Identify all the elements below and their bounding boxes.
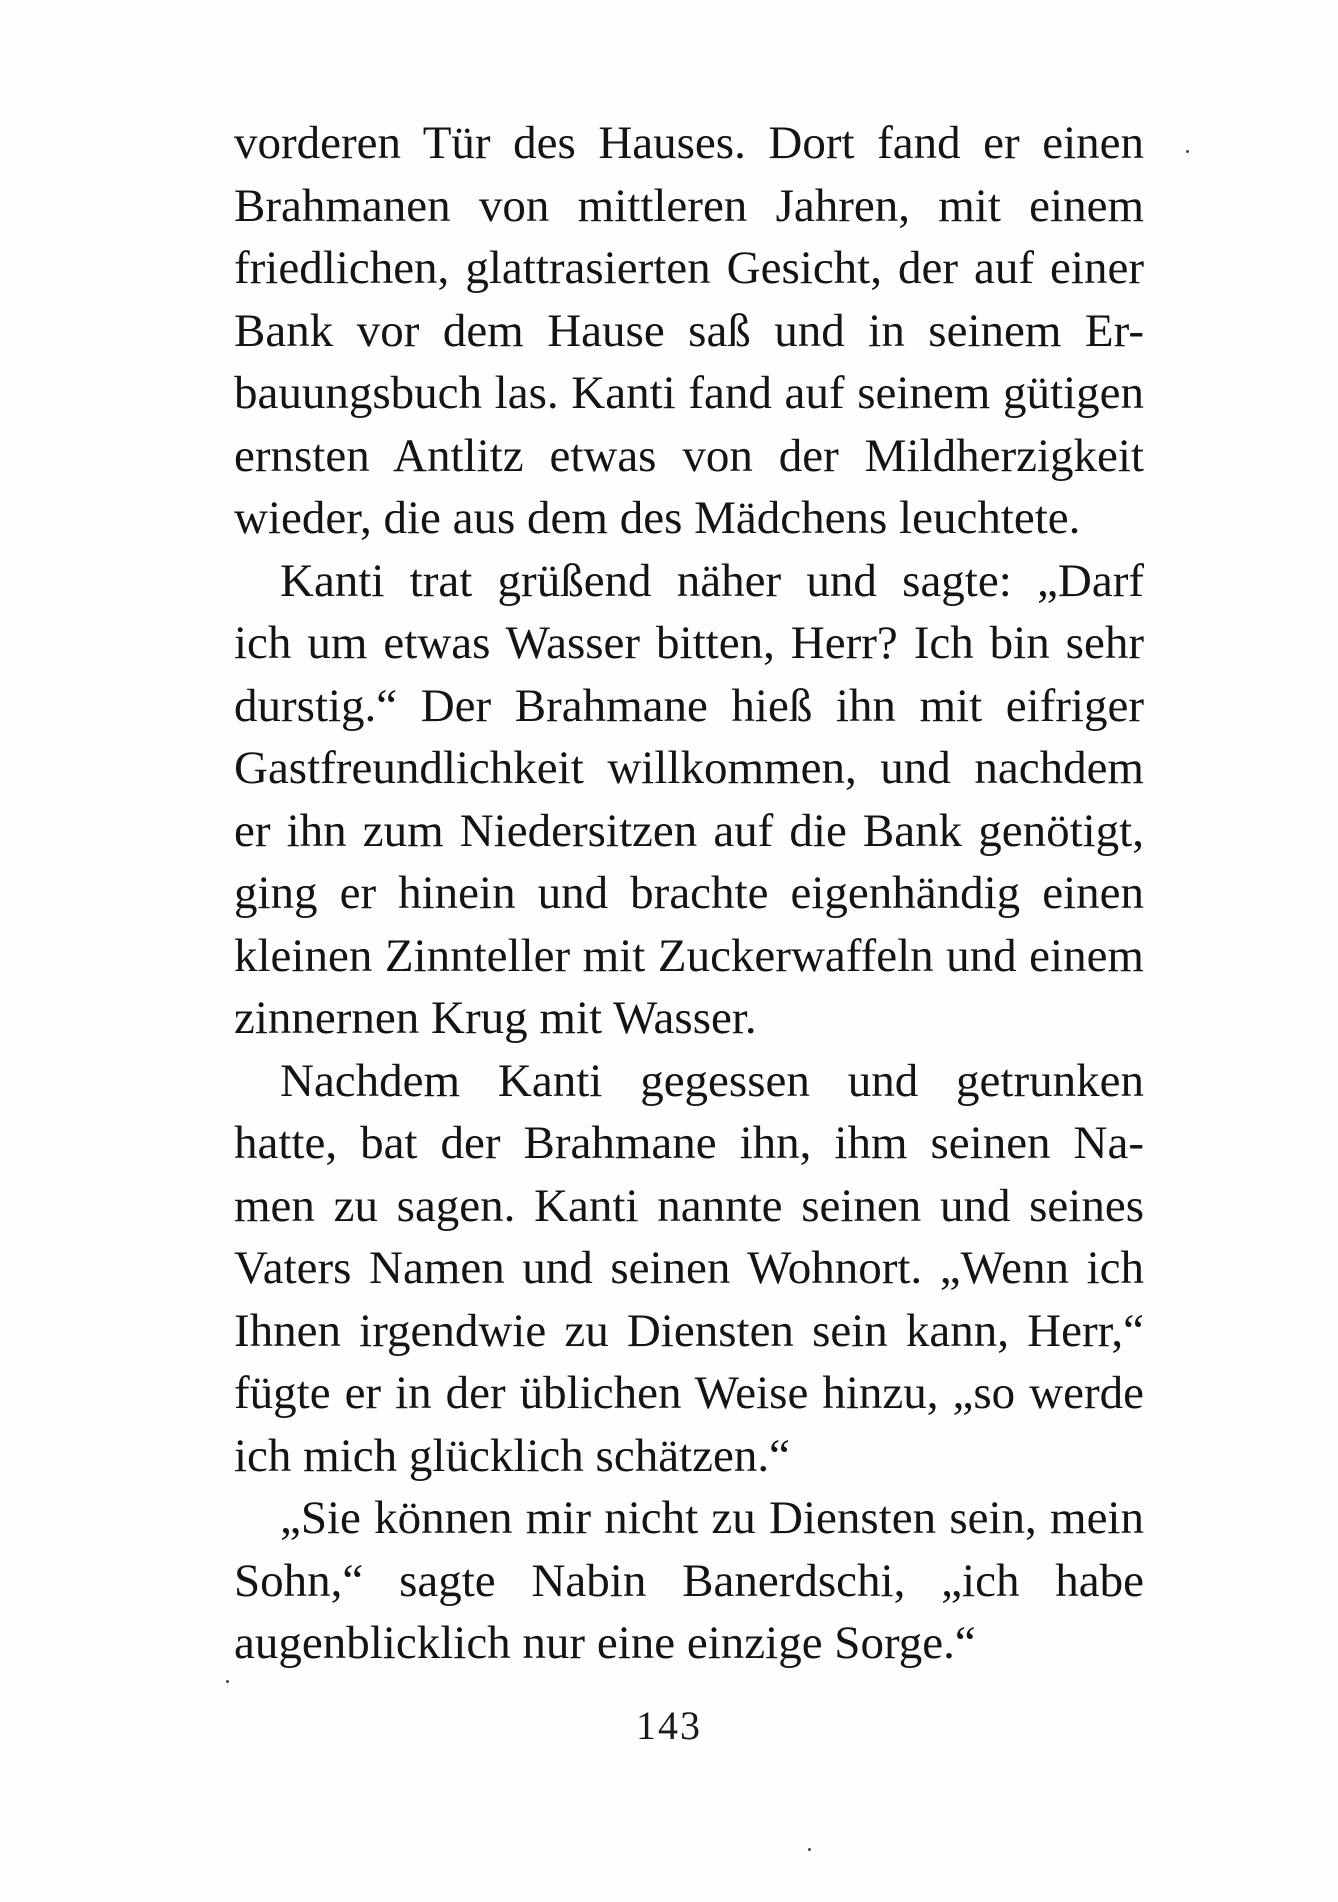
text-line: wieder, die aus dem des Mädchens leuchtete.: [234, 492, 1081, 544]
page-number: 143: [636, 1703, 702, 1748]
scan-speck: [1186, 150, 1189, 153]
text-line: fügte er in der üblichen Weise hinzu, „so werde: [234, 1367, 1144, 1419]
text-line: vorderen Tür des Hauses. Dort fand er einen: [234, 117, 1144, 169]
text-line: augenblicklich nur eine einzige Sorge.“: [234, 1617, 976, 1669]
text-line: er ihn zum Niedersitzen auf die Bank genötigt,: [234, 804, 1144, 857]
scan-speck: [808, 1848, 811, 1851]
body-text: [234, 112, 1144, 1675]
text-line: Ihnen irgendwie zu Diensten sein kann, Herr,“: [234, 1304, 1144, 1357]
text-line: ich mich glücklich schätzen.“: [234, 1429, 790, 1482]
text-line: Brahmanen von mittleren Jahren, mit einem: [234, 179, 1144, 232]
text-line: Vaters Namen und seinen Wohnort. „Wenn ich: [234, 1242, 1144, 1294]
text-line: men zu sagen. Kanti nannte seinen und seines: [234, 1179, 1144, 1232]
text-line: ernsten Antlitz etwas von der Mildherzigkeit: [234, 429, 1144, 482]
scan-speck: [226, 1680, 229, 1683]
paragraph-first-line: „Sie können mir nicht zu Diensten sein, mein: [280, 1492, 1144, 1544]
text-line: friedlichen, glattrasierten Gesicht, der auf einer: [234, 242, 1144, 294]
text-line: durstig.“ Der Brahmane hieß ihn mit eifriger: [234, 679, 1144, 732]
text-line: ging er hinein und brachte eigenhändig einen: [234, 867, 1144, 919]
paragraph-first-line: Kanti trat grüßend näher und sagte: „Darf: [280, 554, 1144, 607]
text-line: kleinen Zinnteller mit Zuckerwaffeln und einem: [234, 929, 1144, 982]
text-line: Bank vor dem Hause saß und in seinem Er-: [234, 304, 1144, 357]
text-line: bauungsbuch las. Kanti fand auf seinem gütigen: [234, 367, 1144, 419]
text-line: Sohn,“ sagte Nabin Banerdschi, „ich habe: [234, 1554, 1144, 1607]
text-line: hatte, bat der Brahmane ihn, ihm seinen Na-: [234, 1117, 1144, 1169]
text-line: zinnernen Krug mit Wasser.: [234, 992, 757, 1044]
paragraph-first-line: Nachdem Kanti gegessen und getrunken: [280, 1054, 1144, 1107]
text-line: Gastfreundlichkeit willkommen, und nachdem: [234, 742, 1144, 794]
text-line: ich um etwas Wasser bitten, Herr? Ich bin sehr: [234, 617, 1144, 669]
